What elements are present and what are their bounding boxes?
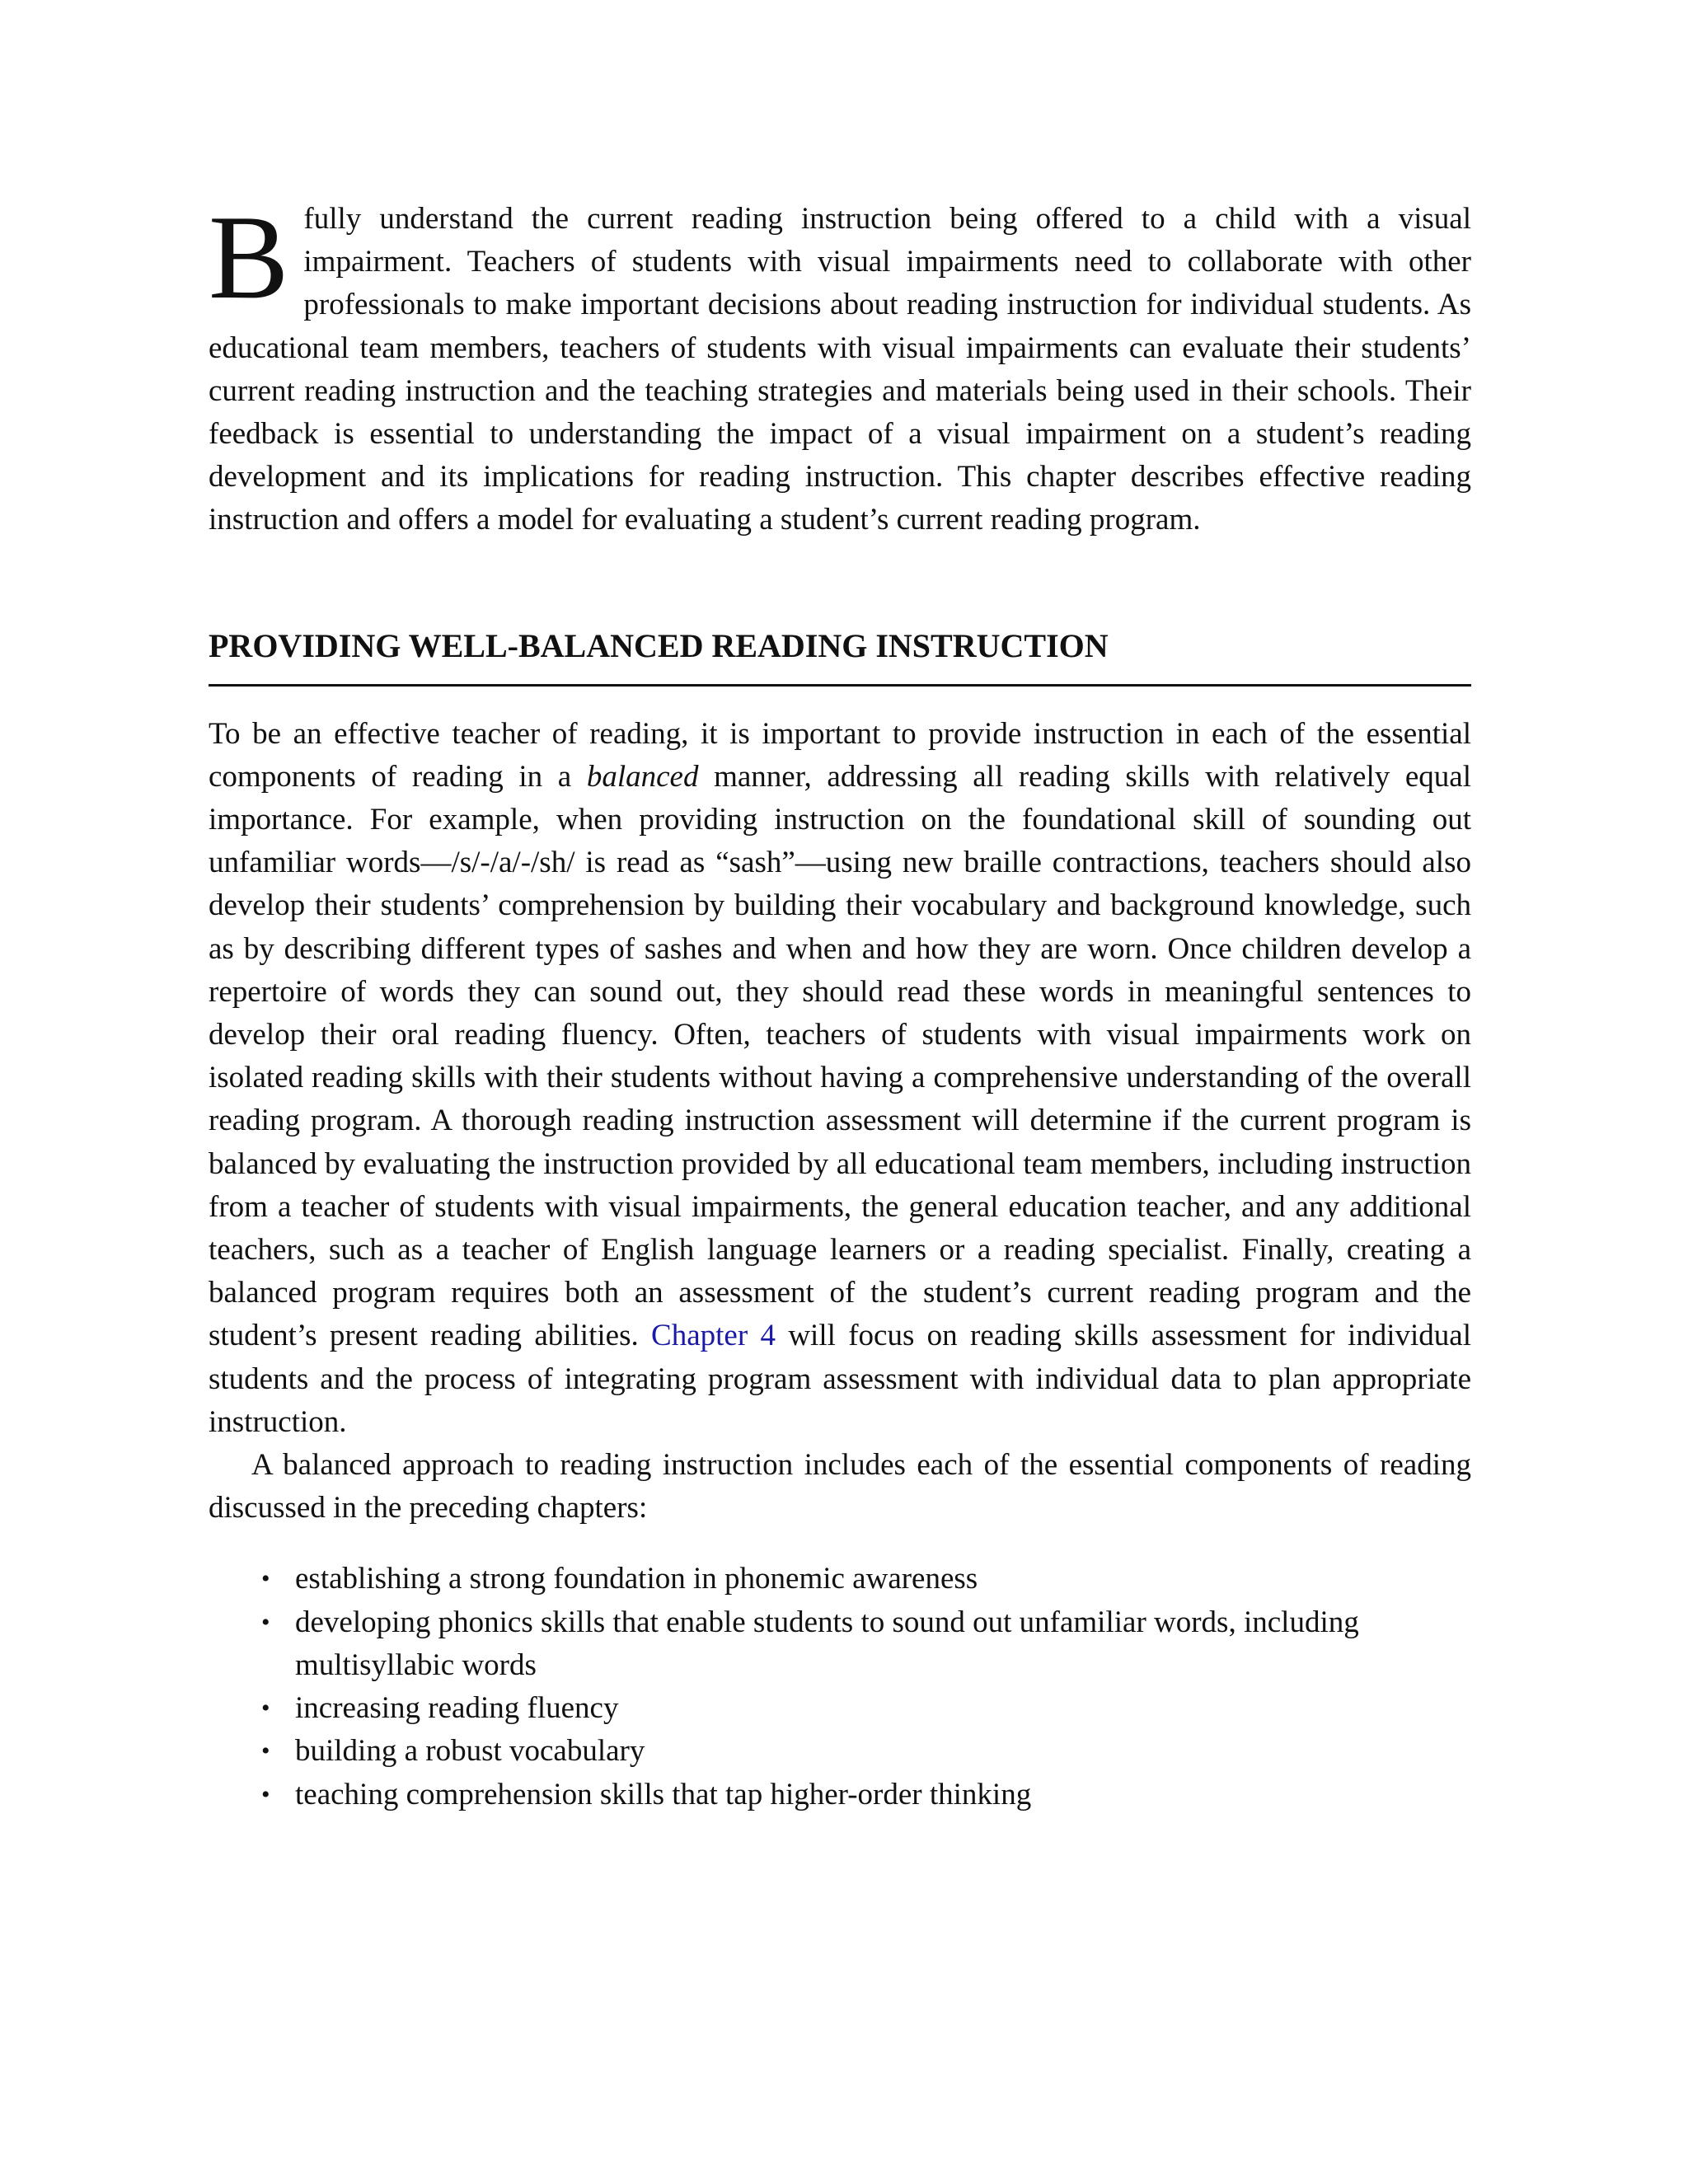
chapter-4-link[interactable]: Chapter 4 — [651, 1319, 776, 1353]
body-paragraph-2: A balanced approach to reading instruction includes each of the essential components of reading discussed in the preceding chapters: — [209, 1448, 1471, 1526]
list-item — [261, 1601, 1471, 1687]
paragraph-1-text-a: To be an effective teacher of reading, it is important to provide instruction in each of the essential components of reading in a — [209, 716, 1471, 794]
list-item-text: establishing a strong foundation in phonemic awareness — [295, 1562, 978, 1596]
bullet-icon: • — [261, 1608, 270, 1636]
drop-cap: B — [209, 190, 289, 324]
page-content — [209, 190, 1471, 1816]
list-item — [261, 1730, 1471, 1773]
list-item — [261, 1558, 1471, 1601]
bullet-icon: • — [261, 1565, 270, 1593]
intro-text: fully understand the current reading instruction being offered to a child with a visual impairment. Teachers of students with visual impairments need to collaborate with other professionals to make important decisions about reading instruction for individual students. As educational team members, teachers of students with visual impairments can evaluate their students’ current reading instruction and the teaching strategies and materials being used in their schools. Their feedback is essential to understanding the impact of a visual impairment on a student’s reading development and its implications for reading instruction. This chapter describes effective reading instruction and offers a model for evaluating a student’s current reading program. — [209, 202, 1471, 537]
paragraph-1-text-b: manner, addressing all reading skills with relatively equal importance. For example, when providing instruction on the foundational skill of sounding out unfamiliar words—/s/-/a/-/sh/ is read as “sash”—using new braille contractions, teachers should also develop their students’ comprehension by building their vocabulary and background knowledge, such as by describing different types of sashes and when and how they are worn. Once children develop a repertoire of words they can sound out, they should read these words in meaningful sentences to develop their oral reading fluency. Often, teachers of students with visual impairments work on isolated reading skills with their students without having a comprehensive understanding of the overall reading program. A thorough reading instruction assessment will determine if the current program is balanced by evaluating the instruction provided by all educational team members, including instruction from a teacher of students with visual impairments, the general education teacher, and any additional teachers, such as a teacher of English language learners or a reading specialist. Finally, creating a balanced program requires both an assessment of the student’s current reading program and the student’s present reading abilities. — [209, 759, 1471, 1353]
bullet-icon: • — [261, 1737, 270, 1765]
components-list — [209, 1558, 1471, 1816]
list-item-text: developing phonics skills that enable students to sound out unfamiliar words, including multisyllabic words — [295, 1605, 1359, 1682]
list-item — [261, 1687, 1471, 1730]
intro-paragraph — [209, 190, 1471, 542]
bullet-icon: • — [261, 1780, 270, 1808]
list-item-text: increasing reading fluency — [295, 1691, 619, 1726]
body-paragraph-1 — [209, 713, 1471, 1444]
list-item-text: teaching comprehension skills that tap higher-order thinking — [295, 1777, 1032, 1811]
section-heading: PROVIDING WELL-BALANCED READING INSTRUCTION — [209, 625, 1471, 687]
list-item-text: building a robust vocabulary — [295, 1734, 645, 1769]
emphasis-balanced: balanced — [586, 759, 699, 794]
list-item — [261, 1774, 1471, 1816]
paragraph-1-text-c: will focus on reading skills assessment for individual students and the process of integrating program assessment with individual data to plan appropriate instruction. — [209, 1319, 1471, 1439]
bullet-icon: • — [261, 1694, 270, 1722]
